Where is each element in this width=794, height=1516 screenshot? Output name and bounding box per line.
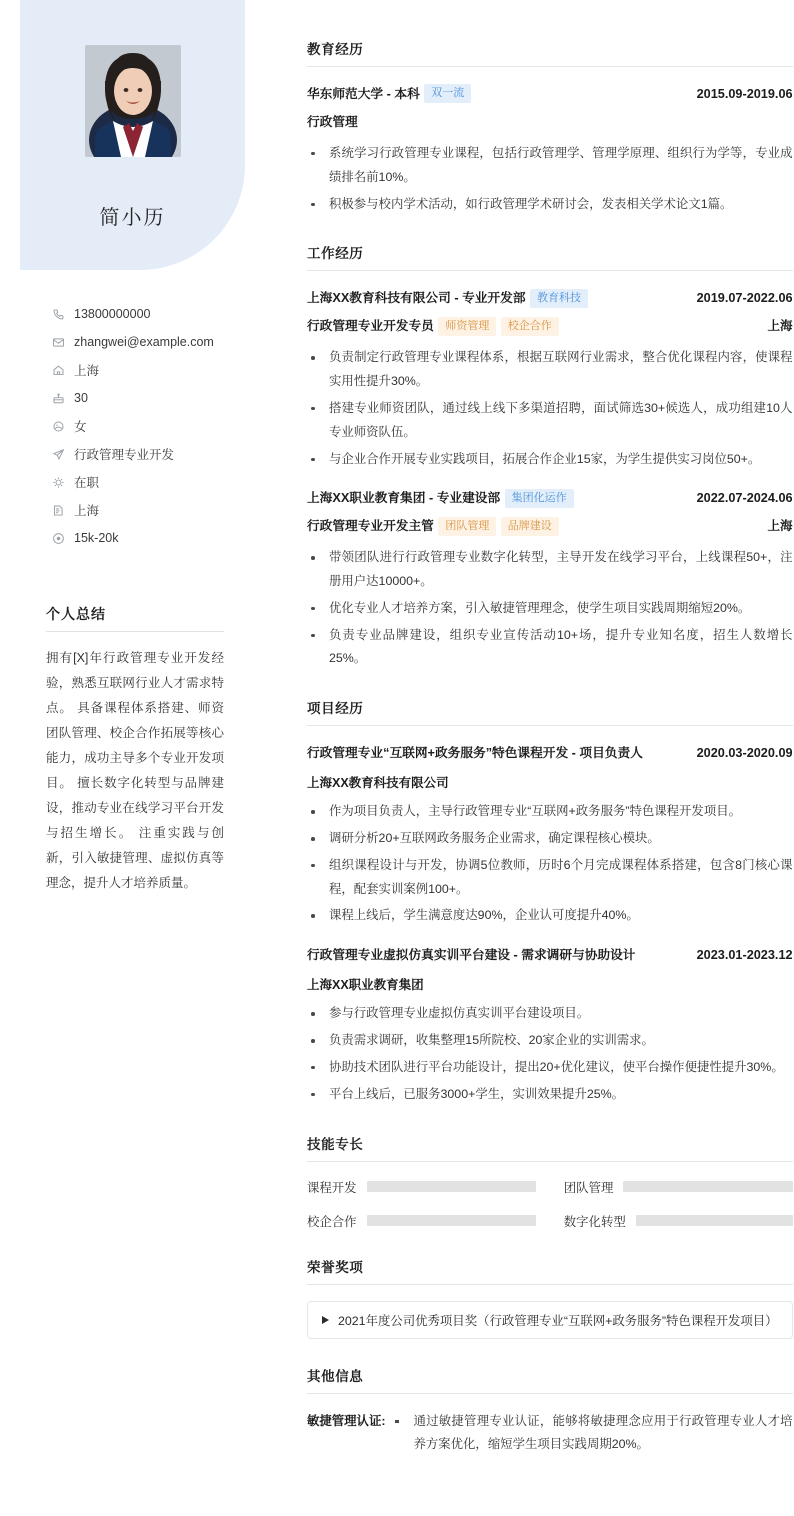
role-tag: 师资管理 bbox=[438, 317, 496, 336]
list-item: 作为项目负责人，主导行政管理专业“互联网+政务服务”特色课程开发项目。 bbox=[307, 800, 793, 824]
project-bullets bbox=[307, 1002, 793, 1106]
job-title: 行政管理专业开发主管 bbox=[307, 519, 434, 534]
role-tag: 校企合作 bbox=[501, 317, 559, 336]
work-date: 2022.07-2024.06 bbox=[696, 491, 793, 506]
skill-item bbox=[307, 1212, 536, 1230]
birthday-icon bbox=[52, 392, 65, 405]
main-content bbox=[295, 0, 794, 1516]
section-title-awards: 荣誉奖项 bbox=[307, 1256, 793, 1285]
education-date: 2015.09-2019.06 bbox=[696, 87, 793, 101]
contact-value: 上海 bbox=[74, 504, 100, 518]
skill-bar-track bbox=[367, 1215, 536, 1226]
contact-value: 在职 bbox=[74, 476, 100, 490]
email-icon bbox=[52, 336, 65, 349]
award-disclosure[interactable] bbox=[307, 1301, 793, 1339]
contact-item-home bbox=[52, 356, 272, 384]
work-location: 上海 bbox=[767, 519, 793, 534]
contact-item-age bbox=[52, 384, 272, 412]
list-item: 负责专业品牌建设，组织专业宣传活动10+场，提升专业知名度，招生人数增长25%。 bbox=[307, 624, 793, 672]
project-entry bbox=[307, 945, 793, 1106]
skill-label: 团队管理 bbox=[563, 1180, 614, 1195]
work-date: 2019.07-2022.06 bbox=[696, 291, 793, 306]
contact-item-gender bbox=[52, 412, 272, 440]
salary-icon bbox=[52, 532, 65, 545]
section-projects bbox=[307, 697, 793, 1106]
school-name: 华东师范大学 - 本科 bbox=[307, 87, 420, 101]
list-item: 搭建专业师资团队，通过线上线下多渠道招聘，面试筛选30+候选人，成功组建10人专业师资队伍。 bbox=[307, 397, 793, 445]
career-icon bbox=[52, 448, 65, 461]
list-item: 课程上线后，学生满意度达90%，企业认可度提升40%。 bbox=[307, 904, 793, 928]
role-tag: 团队管理 bbox=[438, 517, 496, 536]
company-tag: 集团化运作 bbox=[505, 489, 574, 508]
education-entry bbox=[307, 84, 793, 216]
person-name: 简小历 bbox=[99, 207, 166, 229]
skill-bar-track bbox=[636, 1215, 793, 1226]
skill-bar-track bbox=[367, 1181, 536, 1192]
phone-icon bbox=[52, 308, 65, 321]
section-title-skills: 技能专长 bbox=[307, 1133, 793, 1162]
skill-item bbox=[564, 1178, 793, 1196]
role-tag: 品牌建设 bbox=[501, 517, 559, 536]
profile-panel bbox=[20, 0, 245, 270]
work-entry bbox=[307, 488, 793, 671]
list-item: 负责制定行政管理专业课程体系，根据互联网行业需求，整合优化课程内容，使课程实用性提升30%。 bbox=[307, 346, 793, 394]
status-icon bbox=[52, 476, 65, 489]
skill-label: 课程开发 bbox=[307, 1180, 357, 1195]
list-item: 通过敏捷管理专业认证，能够将敏捷理念应用于行政管理专业人才培养方案优化，缩短学生项目实践周期20%。 bbox=[391, 1410, 792, 1458]
location-icon bbox=[52, 504, 65, 517]
section-education bbox=[307, 38, 793, 216]
contact-value: 行政管理专业开发 bbox=[74, 448, 175, 462]
list-item: 平台上线后，已服务3000+学生，实训效果提升25%。 bbox=[307, 1083, 793, 1107]
work-bullets bbox=[307, 546, 793, 671]
project-org: 上海XX教育科技有限公司 bbox=[307, 776, 449, 791]
work-bullets bbox=[307, 346, 793, 471]
job-title: 行政管理专业开发专员 bbox=[307, 319, 434, 334]
contact-item-career bbox=[52, 440, 272, 468]
company-tag: 教育科技 bbox=[530, 289, 588, 308]
summary-block bbox=[46, 604, 224, 896]
section-work bbox=[307, 242, 793, 671]
contact-item-salary bbox=[52, 524, 272, 552]
education-major: 行政管理 bbox=[307, 114, 358, 129]
section-title-education: 教育经历 bbox=[307, 38, 793, 67]
project-date: 2020.03-2020.09 bbox=[696, 746, 793, 761]
contact-value: zhangwei@example.com bbox=[74, 335, 214, 349]
project-name: 行政管理专业“互联网+政务服务”特色课程开发 - 项目负责人 bbox=[307, 746, 643, 761]
section-awards bbox=[307, 1256, 793, 1339]
contact-value: 上海 bbox=[74, 364, 100, 378]
contact-item-email bbox=[52, 328, 272, 356]
education-tag: 双一流 bbox=[424, 84, 471, 103]
avatar bbox=[85, 45, 181, 157]
project-org: 上海XX职业教育集团 bbox=[307, 978, 424, 993]
section-skills bbox=[307, 1133, 793, 1230]
list-item: 积极参与校内学术活动，如行政管理学术研讨会，发表相关学术论文1篇。 bbox=[307, 193, 793, 217]
list-item: 调研分析20+互联网政务服务企业需求，确定课程核心模块。 bbox=[307, 827, 793, 851]
home-icon bbox=[52, 364, 65, 377]
other-bullets bbox=[391, 1410, 792, 1458]
gender-icon bbox=[52, 420, 65, 433]
section-title-other: 其他信息 bbox=[307, 1365, 793, 1394]
list-item: 带领团队进行行政管理专业数字化转型，主导开发在线学习平台，上线课程50+，注册用户达10000+。 bbox=[307, 546, 793, 594]
summary-text: 拥有[X]年行政管理专业开发经验，熟悉互联网行业人才需求特点。 具备课程体系搭建、师资团队管理、校企合作拓展等核心能力，成功主导多个专业开发项目。 擅长数字化转型与品牌建设，推动专业在线学习平台开发与招生增长。 注重实践与创新，引入敏捷管理、虚拟仿真等理念，提升人才培养质量。 bbox=[46, 651, 224, 890]
summary-title: 个人总结 bbox=[46, 604, 224, 632]
project-date: 2023.01-2023.12 bbox=[696, 948, 793, 963]
other-item bbox=[307, 1410, 793, 1461]
section-title-projects: 项目经历 bbox=[307, 697, 793, 726]
contact-item-location bbox=[52, 496, 272, 524]
company-name: 上海XX职业教育集团 - 专业建设部 bbox=[307, 491, 501, 506]
list-item: 与企业合作开展专业实践项目，拓展合作企业15家，为学生提供实习岗位50+。 bbox=[307, 448, 793, 472]
company-name: 上海XX教育科技有限公司 - 专业开发部 bbox=[307, 291, 526, 306]
skill-item bbox=[307, 1178, 536, 1196]
contact-value: 30 bbox=[74, 391, 88, 405]
work-entry bbox=[307, 288, 793, 471]
project-bullets bbox=[307, 800, 793, 928]
contact-item-status bbox=[52, 468, 272, 496]
contact-value: 女 bbox=[74, 420, 87, 434]
list-item: 组织课程设计与开发，协调5位教师，历时6个月完成课程体系搭建，包含8门核心课程，配套实训案例100+。 bbox=[307, 854, 793, 902]
other-label: 敏捷管理认证: bbox=[307, 1413, 386, 1428]
list-item: 负责需求调研，收集整理15所院校、20家企业的实训需求。 bbox=[307, 1029, 793, 1053]
skill-label: 数字化转型 bbox=[563, 1214, 626, 1229]
award-text: 2021年度公司优秀项目奖（行政管理专业“互联网+政务服务”特色课程开发项目） bbox=[338, 1313, 778, 1328]
list-item: 优化专业人才培养方案，引入敏捷管理理念，使学生项目实践周期缩短20%。 bbox=[307, 597, 793, 621]
work-location: 上海 bbox=[767, 319, 793, 334]
triangle-right-icon[interactable] bbox=[322, 1316, 329, 1324]
skill-label: 校企合作 bbox=[307, 1214, 357, 1229]
education-bullets bbox=[307, 142, 793, 216]
skills-grid bbox=[307, 1178, 793, 1230]
project-name: 行政管理专业虚拟仿真实训平台建设 - 需求调研与协助设计 bbox=[307, 948, 636, 963]
sidebar bbox=[0, 0, 295, 896]
skill-bar-track bbox=[623, 1181, 792, 1192]
section-other bbox=[307, 1365, 793, 1461]
section-title-work: 工作经历 bbox=[307, 242, 793, 271]
list-item: 参与行政管理专业虚拟仿真实训平台建设项目。 bbox=[307, 1002, 793, 1026]
contact-value: 13800000000 bbox=[74, 307, 151, 321]
list-item: 协助技术团队进行平台功能设计，提出20+优化建议，使平台操作便捷性提升30%。 bbox=[307, 1056, 793, 1080]
contact-list bbox=[52, 300, 272, 552]
project-entry bbox=[307, 743, 793, 928]
skill-item bbox=[564, 1212, 793, 1230]
contact-value: 15k-20k bbox=[74, 531, 119, 545]
contact-item-phone bbox=[52, 300, 272, 328]
portrait-photo-icon bbox=[85, 45, 181, 157]
list-item: 系统学习行政管理专业课程，包括行政管理学、管理学原理、组织行为学等，专业成绩排名前10%。 bbox=[307, 142, 793, 190]
